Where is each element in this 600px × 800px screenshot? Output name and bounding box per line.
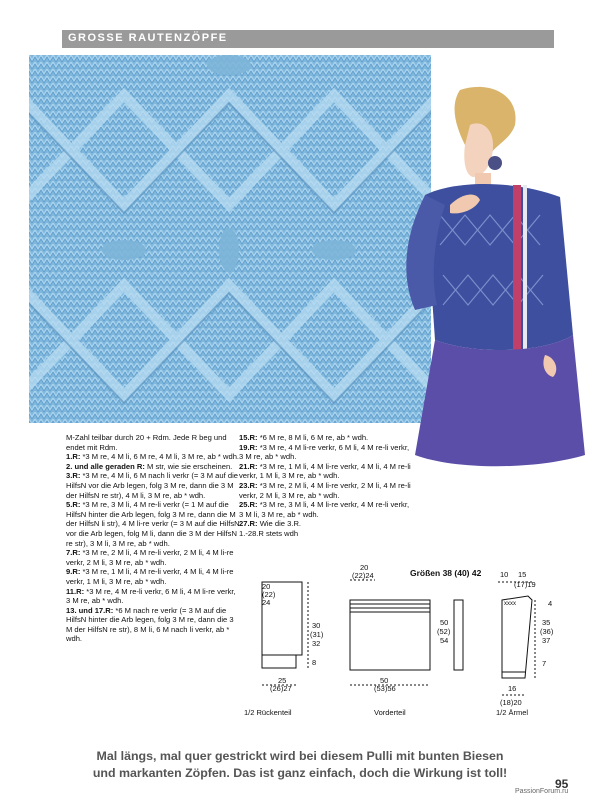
knitting-instructions-col2 bbox=[239, 433, 414, 539]
instruction-row: 1.R: *3 M re, 4 M li, 6 M re, 4 M li, 3 M re, ab * wdh. bbox=[66, 452, 240, 462]
instruction-row: 27.R: Wie die 3.R. bbox=[239, 519, 302, 529]
instruction-row: 3.R: *3 M re, 4 M li, 6 M nach li verkr (= 3 M auf die HilfsN vor die Arb legen, folg 3 M re, dann die 3 M der HilfsN re str), 4 M li, 3 M re, ab * wdh. bbox=[66, 471, 238, 500]
caption-line-1: Mal längs, mal quer gestrickt wird bei diesem Pulli mit bunten Biesen bbox=[96, 749, 504, 763]
instruction-row: 13. und 17.R: *6 M nach re verkr (= 3 M auf die HilfsN hinter die Arb legen, folg 3 M re, dann die 3 M der HilfsN re str), 8 M li, 6 M nach li verkr, ab * wdh. bbox=[66, 605, 234, 644]
sleeve-outline bbox=[502, 596, 532, 678]
instruction-row: 7.R: *3 M re, 2 M li, 4 M re-li verkr, 2 M li, 4 M li-re verkr, 2 M li, 3 M re, ab * wdh. bbox=[66, 548, 234, 567]
back-height-s: 30 bbox=[312, 621, 321, 630]
back-piece-label: 1/2 Rückenteil bbox=[244, 708, 292, 717]
sleeve-top-1: 10 bbox=[500, 570, 509, 579]
strip-length-s: 50 bbox=[440, 618, 449, 627]
sleeve-width-s: 16 bbox=[508, 684, 517, 693]
front-width-ml: (53)56 bbox=[374, 684, 396, 693]
section-title: GROSSE RAUTENZÖPFE bbox=[68, 32, 228, 44]
instruction-row: 2. und alle geraden R: M str, wie sie erscheinen. bbox=[66, 461, 233, 471]
instruction-row: 25.R: *3 M re, 3 M li, 4 M li-re verkr, 4 M re-li verkr, 3 M li, 3 M re, ab * wdh. bbox=[239, 500, 410, 519]
sleeve-width-ml: (18)20 bbox=[500, 698, 522, 707]
sleeve-length-l: 37 bbox=[542, 636, 551, 645]
back-top-width-m: (22) bbox=[262, 590, 276, 599]
sleeve-piece-label: 1/2 Ärmel bbox=[496, 708, 529, 717]
instruction-row: 23.R: *3 M re, 2 M li, 4 M li-re verkr, 2 M li, 4 M re-li verkr, 2 M li, 3 M re, ab * wdh. bbox=[239, 480, 411, 500]
front-piece-outline bbox=[350, 600, 430, 670]
back-width-s: 25 bbox=[278, 676, 287, 685]
page-number: 95 bbox=[555, 777, 569, 791]
front-top-ml: (22)24 bbox=[352, 571, 374, 580]
sleeve-length-s: 35 bbox=[542, 618, 551, 627]
sizes-label: Größen 38 (40) 42 bbox=[410, 568, 482, 578]
sleeve-cuff-height: 7 bbox=[542, 659, 547, 668]
front-top-s: 20 bbox=[360, 563, 369, 572]
fashion-illustration bbox=[395, 85, 595, 470]
knitting-instructions-col1 bbox=[66, 433, 241, 644]
instruction-row: M-Zahl teilbar durch 20 + Rdm. Jede R beg und endet mit Rdm. bbox=[66, 433, 227, 452]
instruction-row: 11.R: *3 M re, 4 M re-li verkr, 6 M li, 4 M li-re verkr, 3 M re, ab * wdh. bbox=[66, 586, 236, 606]
instruction-row: 1.-28.R stets wdh bbox=[239, 528, 299, 538]
front-width-s: 50 bbox=[380, 676, 389, 685]
back-top-width-l: 24 bbox=[262, 598, 271, 607]
watermark: PassionForum.ru bbox=[515, 788, 569, 795]
sleeve-top-ml: (17)19 bbox=[514, 580, 536, 589]
placket-strip-outline bbox=[454, 600, 463, 670]
back-height-m: (31) bbox=[310, 630, 324, 639]
sleeve-cap-height: 4 bbox=[548, 599, 553, 608]
sleeve-top-2: 15 bbox=[518, 570, 527, 579]
section-header-bar bbox=[62, 30, 554, 48]
instruction-row: 21.R: *3 M re, 1 M li, 4 M li-re verkr, 4 M li, 4 M re-li verkr, 1 M li, 3 M re, ab * wdh. bbox=[239, 461, 411, 481]
back-height-l: 32 bbox=[312, 639, 321, 648]
back-rib-height: 8 bbox=[312, 658, 317, 667]
back-width-ml: (26)27 bbox=[270, 684, 292, 693]
back-top-width: 20 bbox=[262, 582, 271, 591]
instruction-row: 15.R: *6 M re, 8 M li, 6 M re, ab * wdh. bbox=[239, 433, 369, 442]
sleeve-length-m: (36) bbox=[540, 627, 554, 636]
instruction-row: 19.R: *3 M re, 4 M li-re verkr, 6 M li, 4 M re-li verkr, 3 M re, ab * wdh. bbox=[239, 442, 410, 462]
strip-length-l: 54 bbox=[440, 636, 449, 645]
instruction-row: 9.R: *3 M re, 1 M li, 4 M re-li verkr, 4 M li, 4 M li-re verkr, 1 M li, 3 M re, ab * wdh. bbox=[66, 567, 234, 586]
instruction-row: 5.R: *3 M re, 3 M li, 4 M re-li verkr (= 1 M auf die HilfsN hinter die Arb legen, folg 3 M re, dann die M der HilfsN li str), 4 M li-re verkr (= 3 M auf die HilfsN vor die Arb legen, folg M li, dann die 3 M der HilfsN re str), 3 M li, 3 M re, ab * wdh. bbox=[66, 500, 240, 548]
sleeve-cap-mark: xxxx bbox=[504, 601, 516, 607]
front-piece-label: Vorderteil bbox=[374, 708, 406, 717]
page-caption bbox=[0, 748, 600, 782]
caption-line-2: und markanten Zöpfen. Das ist ganz einfach, doch die Wirkung ist toll! bbox=[92, 766, 508, 780]
knit-swatch-photo bbox=[29, 55, 431, 423]
strip-length-m: (52) bbox=[437, 627, 451, 636]
